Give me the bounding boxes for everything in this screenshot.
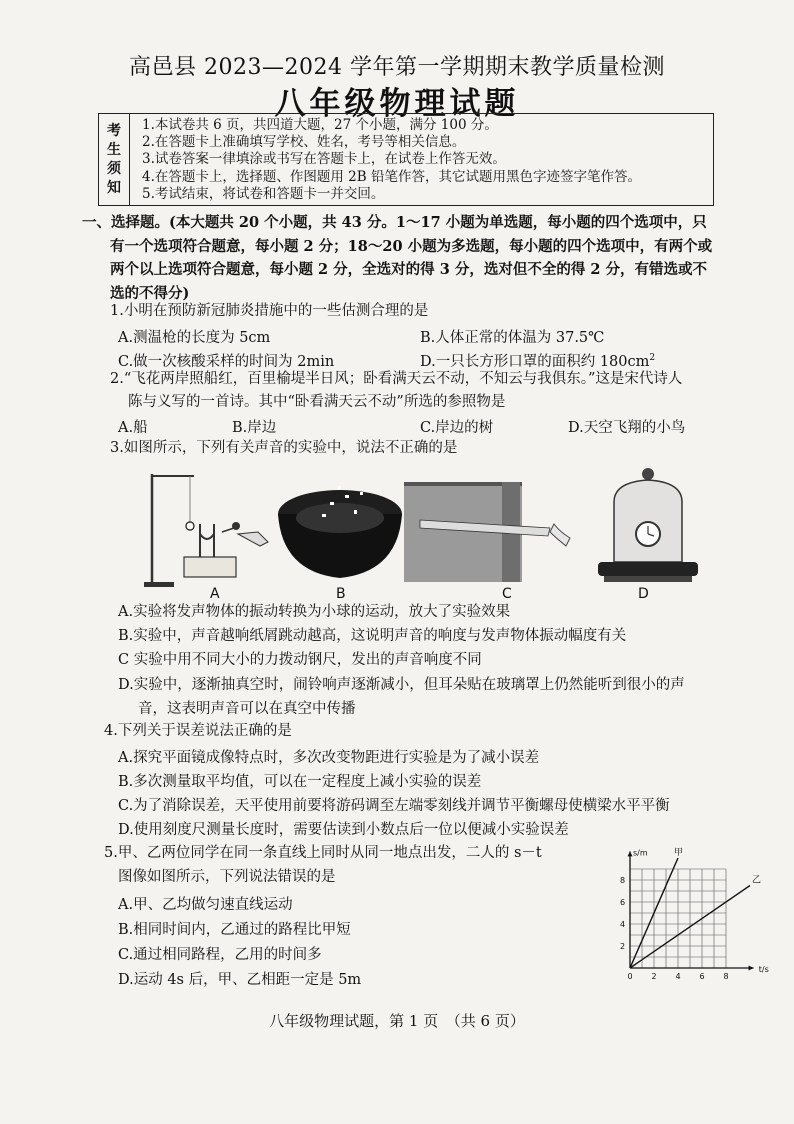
notice-item: 3.试卷答案一律填涂或书写在答题卡上，在试卷上作答无效。 <box>142 151 506 168</box>
section1-line: 两个以上选项符合题意，每小题 2 分，全选对的得 3 分，选对但不全的得 2 分，有错选或不 <box>110 261 708 278</box>
series-label: 乙 <box>752 875 762 886</box>
notice-label <box>99 114 130 205</box>
notice-item: 5.考试结束，将试卷和答题卡一并交回。 <box>142 185 385 202</box>
x-tick-label: 2 <box>651 972 657 981</box>
q4-option-b: B.多次测量取平均值，可以在一定程度上减小实验的误差 <box>118 774 482 790</box>
q5-option-c: C.通过相同路程，乙用的时间多 <box>118 947 322 963</box>
x-tick-label: 0 <box>627 972 633 981</box>
notice-label-char: 知 <box>107 179 121 196</box>
exam-title-line1: 高邑县 2023—2024 学年第一学期期末教学质量检测 <box>129 55 665 80</box>
notice-item: 4.在答题卡上，选择题、作图题用 2B 铅笔作答，其它试题用黑色字迹签字笔作答。 <box>142 168 641 185</box>
x-axis-arrow <box>749 966 754 971</box>
q2-option-b: B.岸边 <box>232 420 277 436</box>
q4-stem: 4.下列关于误差说法正确的是 <box>104 723 292 739</box>
q5-line1: 5.甲、乙两位同学在同一条直线上同时从同一地点出发，二人的 s－t <box>104 845 542 861</box>
notice-label-char: 须 <box>107 160 121 177</box>
q1-option-a: A.测温枪的长度为 5cm <box>118 330 271 346</box>
q4-option-c: C.为了消除误差，天平使用前要将游码调至左端零刻线并调节平衡螺母使横梁水平平衡 <box>118 798 670 814</box>
q3-figures <box>130 462 710 602</box>
page-footer: 八年级物理试题，第 1 页 （共 6 页） <box>269 1012 525 1030</box>
q3-option-d-line1: D.实验中，逐渐抽真空时，闹铃响声逐渐减小，但耳朵贴在玻璃罩上仍然能听到很小的声 <box>118 677 685 693</box>
y-tick-label: 6 <box>620 898 626 907</box>
x-tick-label: 8 <box>723 972 729 981</box>
q2-line1: 2.“飞花两岸照船红，百里榆堤半日风；卧看满天云不动，不知云与我俱东。”这是宋代诗人 <box>110 371 683 387</box>
y-tick-label: 4 <box>620 920 626 929</box>
notice-item: 1.本试卷共 6 页，共四道大题，27 个小题，满分 100 分。 <box>142 117 498 133</box>
fig-label-a: A <box>210 586 220 602</box>
q1-option-d-sup: 2 <box>649 353 656 364</box>
q2-line2: 陈与义写的一首诗。其中“卧看满天云不动”所选的参照物是 <box>128 394 506 410</box>
q3-option-b: B.实验中，声音越响纸屑跳动越高，这说明声音的响度与发声物体振动幅度有关 <box>118 628 627 644</box>
x-tick-label: 6 <box>699 972 705 981</box>
q3-option-a: A.实验将发声物体的振动转换为小球的运动，放大了实验效果 <box>118 604 511 620</box>
st-graph <box>606 842 776 982</box>
ruler-figure <box>404 482 570 582</box>
q5-line2: 图像如图所示，下列说法错误的是 <box>118 869 336 885</box>
exam-title-line2: 八年级物理试题 <box>274 86 520 122</box>
q5-option-b: B.相同时间内，乙通过的路程比甲短 <box>118 922 351 938</box>
x-axis-label: t/s <box>758 965 769 974</box>
notice-box <box>98 113 714 206</box>
notice-label-char: 生 <box>107 141 121 158</box>
q1-option-b: B.人体正常的体温为 37.5℃ <box>420 330 605 346</box>
section1-line: 有一个选项符合题意，每小题 2 分；18～20 小题为多选题，每小题的四个选项中，有两个或 <box>110 237 713 255</box>
q2-option-c: C.岸边的树 <box>420 420 494 436</box>
q5-option-d: D.运动 4s 后，甲、乙相距一定是 5m <box>118 972 362 988</box>
fig-label-c: C <box>502 586 512 602</box>
notice-items <box>130 114 641 205</box>
q1-option-c: C.做一次核酸采样的时间为 2min <box>118 354 335 370</box>
q3-stem: 3.如图所示，下列有关声音的实验中，说法不正确的是 <box>110 440 458 456</box>
q1-option-d-text: D.一只长方形口罩的面积约 180cm <box>420 354 650 370</box>
x-tick-label: 4 <box>675 972 681 981</box>
y-axis-arrow <box>628 851 633 856</box>
st-labels <box>620 847 769 981</box>
section1-line: 一、选择题。(本大题共 20 个小题，共 43 分。1～17 小题为单选题，每小题的四个选项中，只 <box>82 214 707 231</box>
notice-item: 2.在答题卡上准确填写学校、姓名，考号等相关信息。 <box>142 134 466 151</box>
q3-option-c: C 实验中用不同大小的力拨动钢尺，发出的声音响度不同 <box>118 652 482 668</box>
q4-option-d: D.使用刻度尺测量长度时，需要估读到小数点后一位以便减小实验误差 <box>118 822 569 838</box>
section1-instructions <box>82 211 748 305</box>
st-grid <box>630 869 726 968</box>
section1-line: 选的不得分) <box>110 284 190 302</box>
notice-label-char: 考 <box>107 122 121 139</box>
fig-label-d: D <box>638 586 649 602</box>
q4-option-a: A.探究平面镜成像特点时，多次改变物距进行实验是为了减小误差 <box>118 750 540 766</box>
y-tick-label: 2 <box>620 942 626 951</box>
q2-option-a: A.船 <box>118 420 148 436</box>
y-axis-label: s/m <box>633 848 648 858</box>
q3-option-d-line2: 音，这表明声音可以在真空中传播 <box>138 701 356 717</box>
bell-jar-figure <box>598 468 698 582</box>
q5-option-a: A.甲、乙均做匀速直线运动 <box>118 897 293 913</box>
series-label: 甲 <box>674 848 684 858</box>
y-tick-label: 8 <box>620 876 626 885</box>
fig-label-b: B <box>336 586 346 602</box>
q2-option-d: D.天空飞翔的小鸟 <box>568 420 686 436</box>
q1-stem: 1.小明在预防新冠肺炎措施中的一些估测合理的是 <box>110 303 429 319</box>
speaker-figure <box>278 486 402 578</box>
tuning-fork-figure <box>144 474 268 587</box>
